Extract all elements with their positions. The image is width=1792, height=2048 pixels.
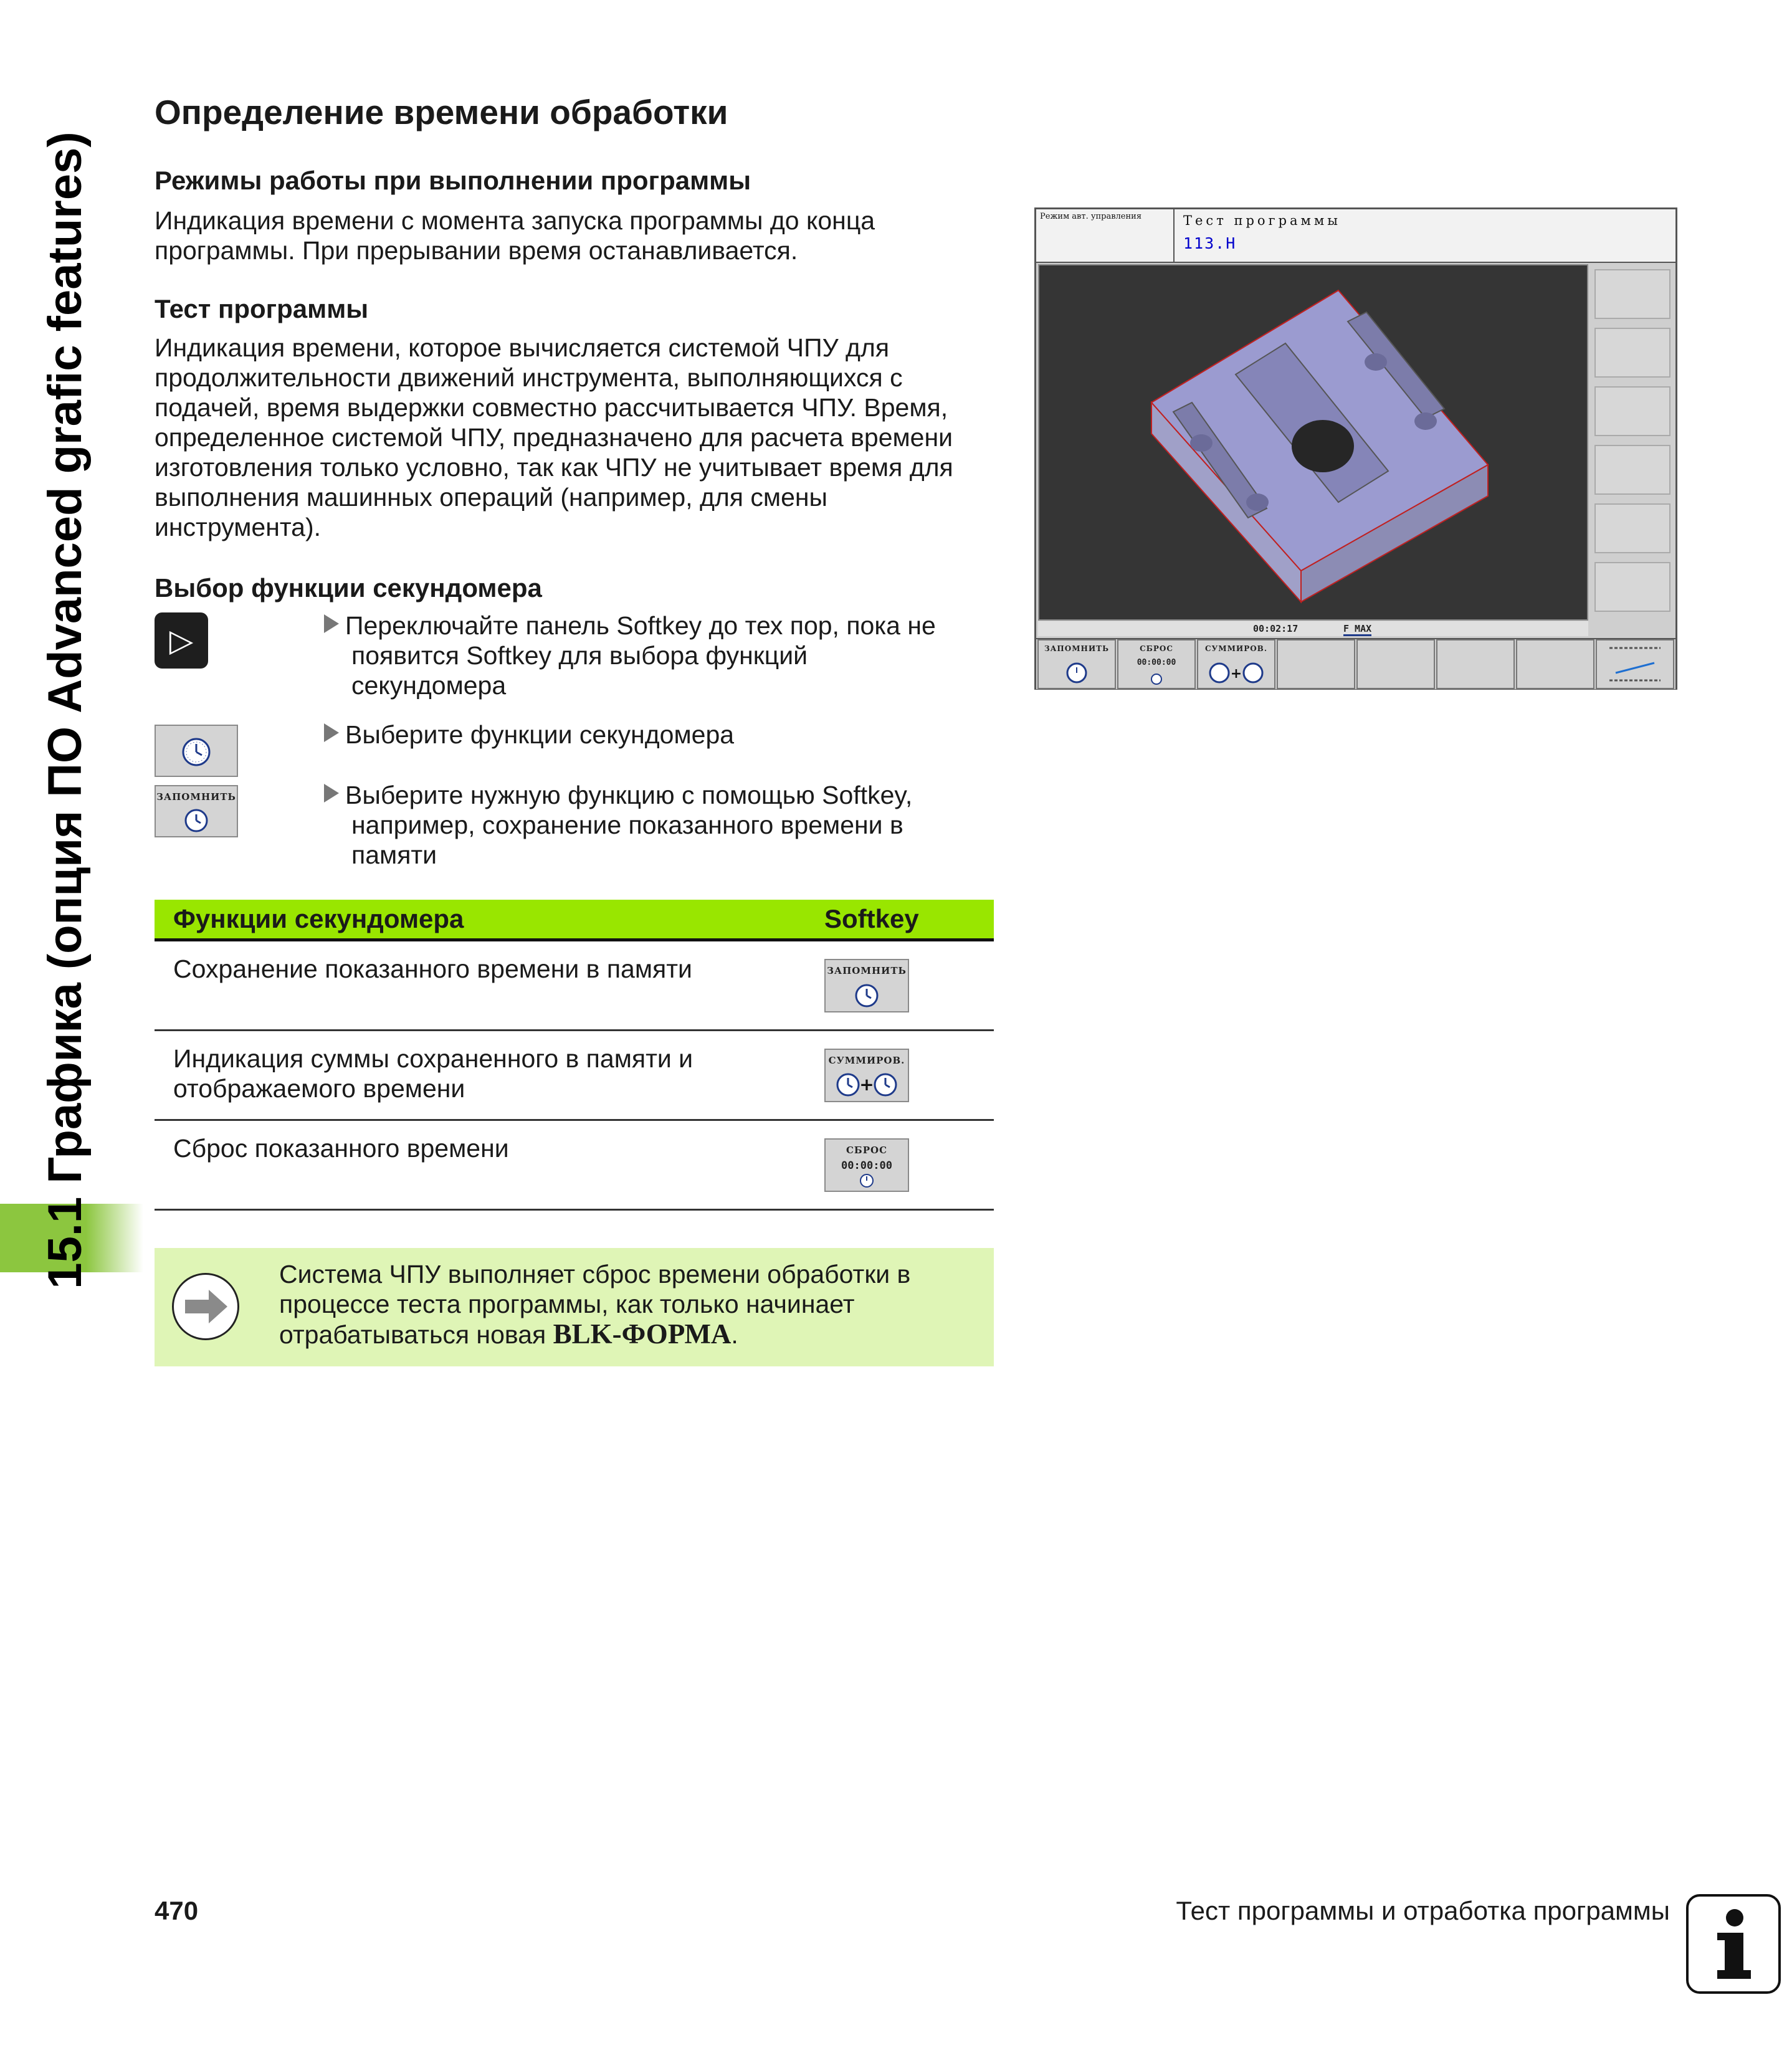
store-time-softkey-icon: [155, 785, 238, 837]
vertical-softkey[interactable]: [1594, 503, 1670, 553]
cnc-softkey-row: [1036, 638, 1675, 689]
sum-softkey[interactable]: [824, 1049, 909, 1102]
svg-text:+: +: [859, 1074, 874, 1095]
note-box: [155, 1248, 994, 1366]
cnc-empty-softkey[interactable]: [1277, 639, 1355, 689]
arrow-right-icon: [172, 1273, 239, 1340]
note-emphasis: BLK-ФОРМА: [553, 1318, 732, 1350]
stopwatch-icon: [826, 1140, 908, 1191]
table-row: [155, 1031, 994, 1121]
stopwatch-icon: [1039, 641, 1115, 688]
cnc-screenshot: [1034, 207, 1677, 690]
footer-chapter-title: Тест программы и отработка программы: [1176, 1896, 1670, 1925]
vertical-softkey[interactable]: [1594, 269, 1670, 319]
cnc-mode-label: Режим авт. управления: [1036, 209, 1175, 262]
cnc-elapsed-time: 00:02:17: [1253, 623, 1299, 634]
cnc-store-softkey[interactable]: ЗАПОМНИТЬ: [1037, 639, 1116, 689]
cnc-empty-softkey[interactable]: [1436, 639, 1515, 689]
stopwatch-plus-stopwatch-icon: [1198, 641, 1274, 688]
page-number: 470: [155, 1896, 199, 1925]
cnc-empty-softkey[interactable]: [1516, 639, 1594, 689]
table-cell-function: Индикация суммы сохраненного в памяти и отображаемого времени: [173, 1044, 693, 1103]
cnc-right-softkeys: [1591, 264, 1675, 621]
cnc-empty-softkey[interactable]: [1356, 639, 1435, 689]
step-3-text: Выберите нужную функцию с помощью Softkey, например, сохранение показанного времени в памяти: [324, 780, 997, 870]
section-heading-stopwatch: Выбор функции секундомера: [155, 573, 542, 602]
cnc-sum-softkey[interactable]: СУММИРОВ. +: [1197, 639, 1275, 689]
section-text-program-run: Индикация времени с момента запуска программы до конца программы. При прерывании время останавливается.: [155, 206, 875, 265]
stopwatch-plus-stopwatch-icon: [826, 1050, 908, 1101]
stopwatch-icon: [156, 726, 237, 776]
cnc-graphic-view: [1038, 264, 1588, 621]
section-heading-program-run: Режимы работы при выполнении программы: [155, 166, 751, 195]
softkey-scroll-icon: [1597, 641, 1673, 688]
vertical-softkey[interactable]: [1594, 445, 1670, 495]
softkey-time: 00:00:00: [841, 1160, 892, 1172]
running-header: 15.1 Графика (опция ПО Advanced grafic features): [39, 131, 92, 1289]
vertical-softkey[interactable]: [1594, 328, 1670, 378]
table-row: [155, 1121, 994, 1211]
section-heading-program-test: Тест программы: [155, 294, 369, 323]
cnc-feed: F MAX: [1343, 623, 1371, 636]
stopwatch-icon: [156, 786, 237, 836]
table-row: [155, 941, 994, 1031]
stopwatch-functions-table: [155, 900, 994, 1211]
step-2-text: Выберите функции секундомера: [324, 720, 997, 750]
vertical-softkey[interactable]: [1594, 386, 1670, 436]
next-softkey-row-icon: ▷: [155, 612, 208, 669]
cnc-status-bar: [1038, 621, 1588, 636]
info-icon: [1686, 1894, 1781, 1994]
store-softkey-label: ЗАПОМНИТЬ: [156, 791, 236, 803]
cnc-scroll-softkey[interactable]: [1596, 639, 1674, 689]
softkey-label: ЗАПОМНИТЬ: [827, 965, 907, 976]
svg-text:+: +: [1230, 666, 1242, 682]
table-cell-function: Сброс показанного времени: [173, 1134, 509, 1163]
stopwatch-icon: [826, 960, 908, 1011]
softkey-label: СБРОС: [846, 1145, 888, 1156]
vertical-softkey[interactable]: [1594, 562, 1670, 612]
page-title: Определение времени обработки: [155, 93, 728, 131]
store-softkey[interactable]: [824, 959, 909, 1012]
cnc-header: [1036, 209, 1675, 263]
step-1-text: Переключайте панель Softkey до тех пор, пока не появится Softkey для выбора функций секундомера: [324, 611, 997, 700]
table-cell-function: Сохранение показанного времени в памяти: [173, 955, 692, 983]
cnc-reset-softkey[interactable]: СБРОС 00:00:00: [1117, 639, 1196, 689]
softkey-label: СУММИРОВ.: [828, 1055, 905, 1066]
workpiece-3d-view: [1039, 265, 1587, 619]
cnc-mode-title: Тест программы: [1183, 213, 1341, 228]
stopwatch-softkey-icon: [155, 725, 238, 777]
note-text: Система ЧПУ выполняет сброс времени обработки в процессе теста программы, как только начинает отрабатываться новая BLK-ФОРМА.: [279, 1260, 911, 1350]
table-header-softkey: Softkey: [824, 904, 919, 933]
table-header-functions: Функции секундомера: [173, 904, 464, 933]
reset-softkey[interactable]: [824, 1138, 909, 1192]
cnc-file-name: 113.H: [1183, 234, 1237, 252]
table-header: [155, 900, 994, 941]
section-text-program-test: Индикация времени, которое вычисляется системой ЧПУ для продолжительности движений инструмента, выполняющихся с подачей, время выдержки совместно рассчитывается ЧПУ. Время, определенное системой ЧПУ, предназначено для расчета времени изготовления только условно, так как ЧПУ не учитывает время для выполнения машинных операций (например, для смены инструмента).: [155, 333, 953, 541]
stopwatch-icon: [1118, 641, 1194, 688]
